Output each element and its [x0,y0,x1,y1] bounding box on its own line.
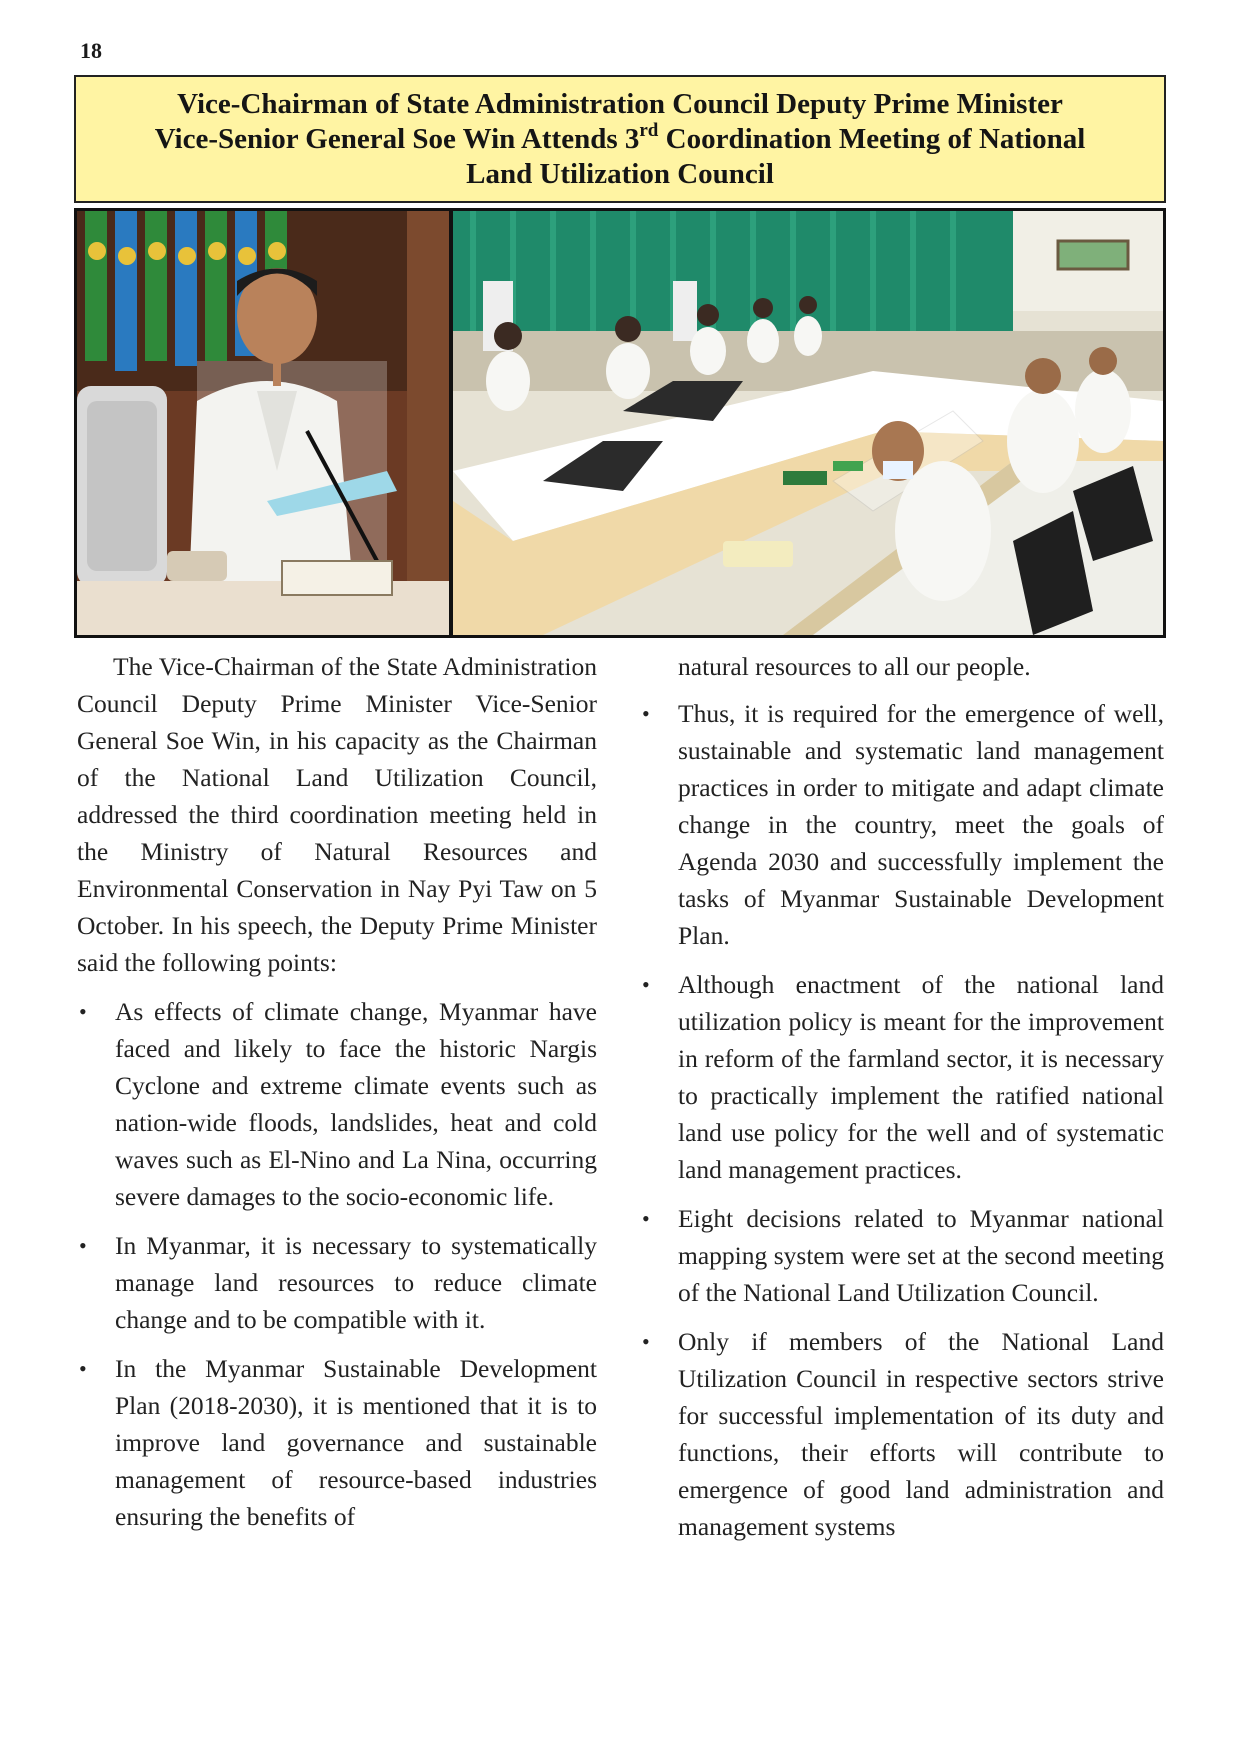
bullet-text: Only if members of the National Land Utilization Council in respective sectors strive for successful implementation of its duty and functions, their efforts will contribute to emergence of good land administration and management systems [678,1327,1164,1541]
bullet-icon: • [79,1233,87,1258]
bullet-item [77,993,597,1215]
bullet-icon: • [642,1329,650,1354]
bullet-text: In the Myanmar Sustainable Development Plan (2018-2030), it is mentioned that it is to improve land governance and sustainable management of resource-based industries ensuring the benefits of [115,1354,597,1531]
headline-line-2b: Coordination Meeting of National [658,122,1086,155]
headline [155,87,1086,192]
bullet-text: Although enactment of the national land utilization policy is meant for the improvement in reform of the farmland sector, it is necessary to practically implement the ratified national land use policy for the well and of systematic land management practices. [678,970,1164,1184]
bullet-icon: • [642,1206,650,1231]
continued-text: natural resources to all our people. [678,652,1031,681]
bullet-text: As effects of climate change, Myanmar have faced and likely to face the historic Nargis Cyclone and extreme climate events such as nation-wide floods, landslides, heat and cold waves such as El-Nino and La Nina, occurring severe damages to the socio-economic life. [115,997,597,1211]
page-number: 18 [80,38,102,63]
bullet-item [640,1323,1164,1545]
speaker-illustration [77,211,449,635]
bullet-icon: • [642,972,650,997]
bullet-item [640,966,1164,1188]
bullet-icon: • [79,1356,87,1381]
bullet-item [640,1200,1164,1311]
headline-line-1: Vice-Chairman of State Administration Council Deputy Prime Minister [177,87,1063,120]
meeting-illustration [453,211,1163,635]
bullet-item [77,1350,597,1535]
headline-line-3: Land Utilization Council [466,157,774,190]
bullet-item [77,1227,597,1338]
bullet-text: In Myanmar, it is necessary to systematically manage land resources to reduce climate change and to be compatible with it. [115,1231,597,1334]
bullet-icon: • [79,999,87,1024]
meeting-photo [453,211,1163,635]
right-column [640,648,1164,1545]
left-column [77,648,597,1535]
bullet-text: Thus, it is required for the emergence of well, sustainable and systematic land management practices in order to mitigate and adapt climate change in the country, meet the goals of Agenda 2030 and successfully implement the tasks of Myanmar Sustainable Development Plan. [678,699,1164,950]
headline-line-2a: Vice-Senior General Soe Win Attends 3 [154,122,640,155]
left-bullet-list [77,993,597,1535]
speaker-photo [77,211,449,635]
bullet-item [640,695,1164,954]
intro-paragraph: The Vice-Chairman of the State Administration Council Deputy Prime Minister Vice-Senior General Soe Win, in his capacity as the Chairman of the National Land Utilization Council, addressed the third coordination meeting held in the Ministry of Natural Resources and Environmental Conservation in Nay Pyi Taw on 5 October. In his speech, the Deputy Prime Minister said the following points: [77,652,597,977]
headline-superscript: rd [639,119,659,141]
right-bullet-list [640,695,1164,1545]
bullet-icon: • [642,701,650,726]
photo-frame [74,208,1166,638]
bullet-text: Eight decisions related to Myanmar national mapping system were set at the second meeting of the National Land Utilization Council. [678,1204,1164,1307]
headline-box [74,75,1166,203]
